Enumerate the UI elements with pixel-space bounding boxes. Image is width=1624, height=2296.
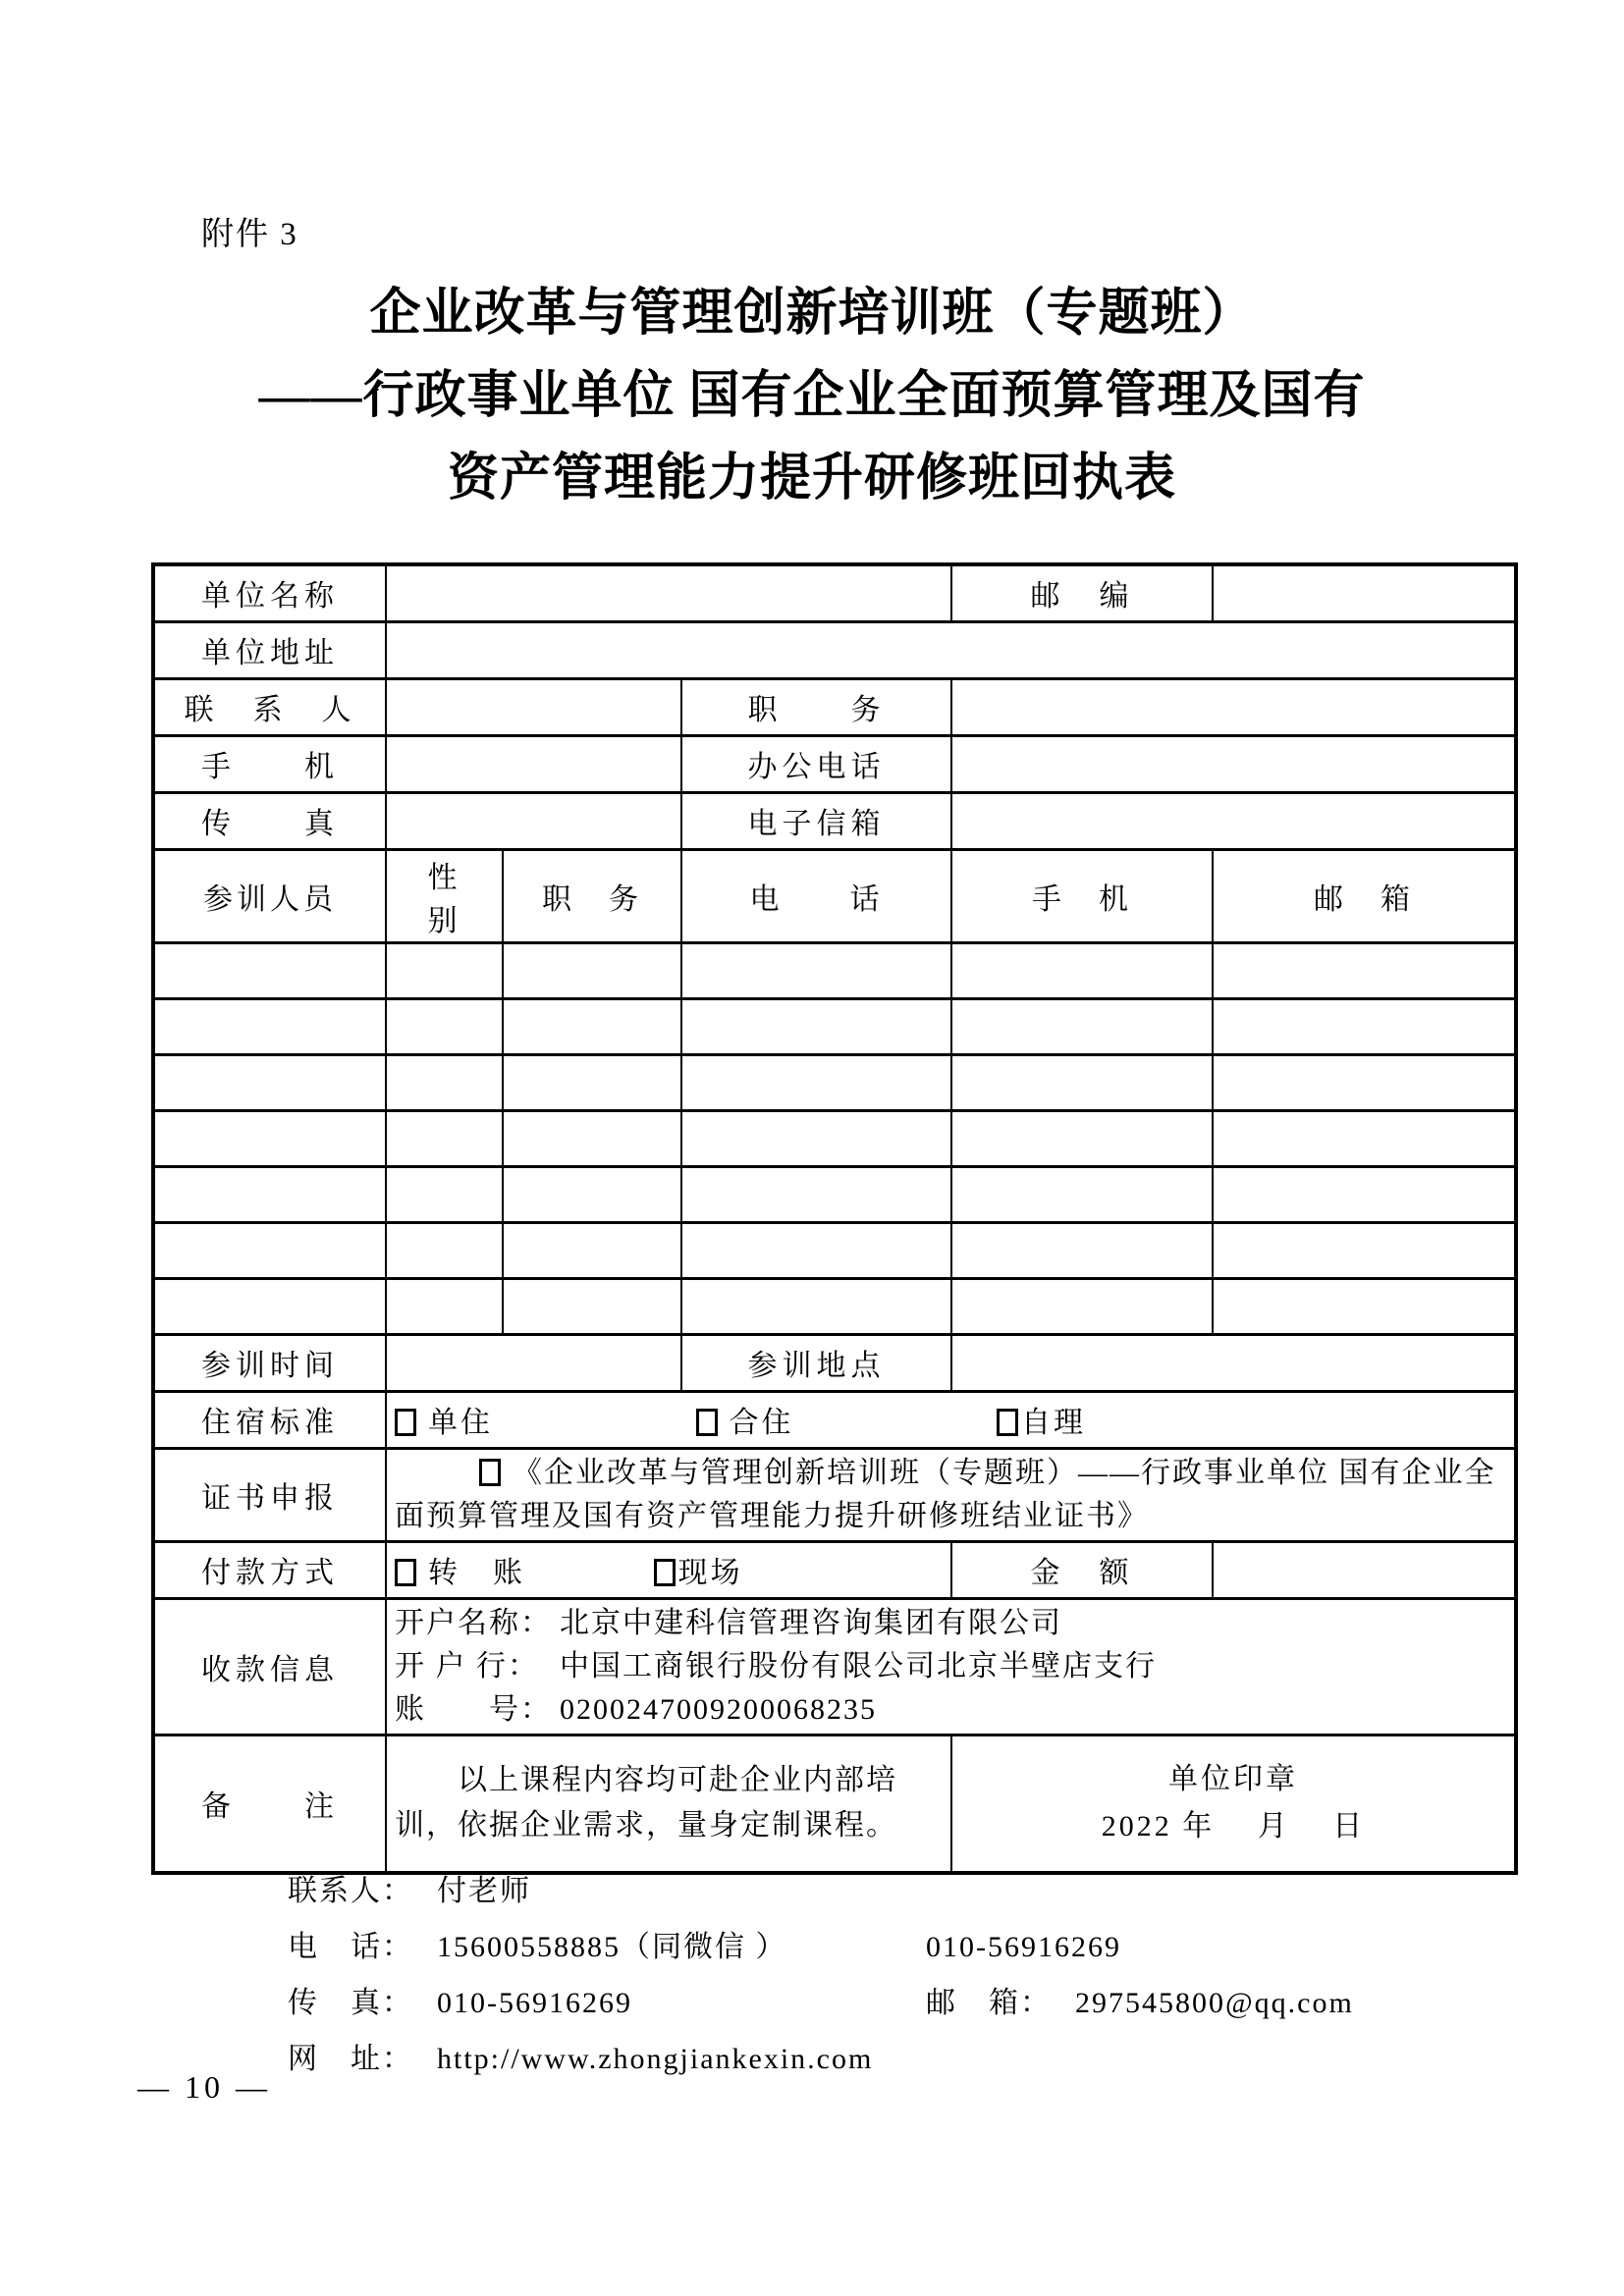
row-remark [153,1735,1516,1873]
footer-email-label: 邮 箱： [926,1987,1052,2019]
payee-bank-value: 中国工商银行股份有限公司北京半壁店支行 [560,1649,1157,1682]
participants-header-name: 参训人员 [153,849,386,942]
footer-website-value: http://www.zhongjiankexin.com [437,2043,874,2075]
checkbox-bank-transfer-icon[interactable] [395,1559,416,1586]
participant-cell[interactable] [951,1222,1213,1278]
participant-cell[interactable] [681,1278,951,1334]
option-shared-room [696,1407,794,1439]
contact-person-label: 联 系 人 [153,678,386,735]
participant-row [153,1054,1516,1110]
row-unit-name [153,564,1516,621]
title-line-2: ——行政事业单位 国有企业全面预算管理及国有 [258,368,1366,424]
participant-cell[interactable] [681,1222,951,1278]
certificate-option [395,1452,1506,1538]
remark-text: 以上课程内容均可赴企业内部培训，依据企业需求，量身定制课程。 [395,1764,897,1842]
footer-website-line [288,2031,1354,2087]
footer-contact-line [288,1863,1354,1919]
participant-cell[interactable] [1213,1222,1516,1278]
row-accommodation [153,1391,1516,1448]
seal-label: 单位印章 [1168,1763,1298,1796]
footer-phone-line [288,1919,1354,1975]
registration-form-table [151,562,1518,1875]
payee-info-cell [386,1598,1516,1735]
option-single-room-label: 单住 [428,1407,493,1439]
row-payee-info [153,1598,1516,1735]
payee-info-label: 收款信息 [153,1598,386,1735]
checkbox-on-site-icon[interactable] [654,1559,676,1586]
amount-field[interactable] [1213,1541,1516,1598]
seal-cell [951,1735,1516,1873]
participant-cell[interactable] [1213,1166,1516,1222]
participant-cell[interactable] [386,1166,503,1222]
participant-cell[interactable] [153,942,386,998]
email-label: 电子信箱 [681,792,951,849]
participants-header-email: 邮 箱 [1213,849,1516,942]
postal-code-field[interactable] [1213,564,1516,621]
participant-cell[interactable] [503,1166,681,1222]
payee-account-name-value: 北京中建科信管理咨询集团有限公司 [560,1606,1062,1639]
office-phone-label: 办公电话 [681,735,951,792]
participant-cell[interactable] [681,1166,951,1222]
participant-body [153,942,1516,1334]
participant-cell[interactable] [503,998,681,1054]
participant-cell[interactable] [503,1222,681,1278]
footer-phone-value: 15600558885（同微信 ） [437,1931,787,1963]
payee-account-number-line [395,1688,1506,1732]
participant-cell[interactable] [681,942,951,998]
position-field[interactable] [951,678,1516,735]
footer-contact-value: 付老师 [437,1875,531,1907]
remark-label: 备 注 [153,1735,386,1873]
option-single-room [395,1407,493,1439]
contact-person-field[interactable] [386,678,681,735]
title-line-1: 企业改革与管理创新培训班（专题班） [369,286,1255,342]
option-bank-transfer-label: 转 账 [428,1557,525,1589]
office-phone-field[interactable] [951,735,1516,792]
participant-cell[interactable] [1213,1054,1516,1110]
participant-cell[interactable] [681,998,951,1054]
option-self-arranged [997,1407,1086,1439]
accommodation-options [386,1391,1516,1448]
checkbox-self-arranged-icon[interactable] [997,1409,1018,1436]
participant-cell[interactable] [951,1054,1213,1110]
fax-label: 传 真 [153,792,386,849]
participant-row [153,1222,1516,1278]
position-label: 职 务 [681,678,951,735]
footer-website-label: 网 址： [288,2043,413,2075]
footer-phone-value-2: 010-56916269 [926,1931,1121,1963]
payee-account-name-label: 开户名称： [395,1606,552,1639]
training-place-field[interactable] [951,1334,1516,1391]
email-field[interactable] [951,792,1516,849]
participant-row [153,1166,1516,1222]
participant-cell[interactable] [153,1278,386,1334]
postal-code-label: 邮 编 [951,564,1213,621]
participant-cell[interactable] [951,1110,1213,1166]
unit-address-field[interactable] [386,621,1516,678]
row-contact [153,678,1516,735]
participants-header-row [153,849,1516,942]
seal-date: 2022 年 月 日 [1101,1810,1366,1843]
payment-method-label: 付款方式 [153,1541,386,1598]
footer-email-value: 297545800@qq.com [1075,1987,1354,2019]
option-on-site [654,1557,743,1589]
payment-options [386,1541,951,1598]
footer-fax-label: 传 真： [288,1987,413,2019]
certificate-cell [386,1448,1516,1541]
payee-account-number-value: 0200247009200068235 [560,1692,877,1726]
participant-cell[interactable] [951,942,1213,998]
attachment-label: 附件 3 [201,217,298,252]
payee-account-number-label: 账 号： [395,1692,552,1726]
certificate-label: 证书申报 [153,1448,386,1541]
participant-cell[interactable] [503,1054,681,1110]
option-on-site-label: 现场 [677,1557,743,1589]
option-shared-room-label: 合住 [729,1407,794,1439]
training-place-label: 参训地点 [681,1334,951,1391]
participant-cell[interactable] [153,1110,386,1166]
footer-fax-line [288,1975,1354,2031]
participant-cell[interactable] [153,1166,386,1222]
unit-name-field[interactable] [386,564,951,621]
page-title [0,273,1624,520]
participant-cell[interactable] [951,1278,1213,1334]
participant-cell[interactable] [386,1222,503,1278]
participant-cell[interactable] [681,1054,951,1110]
payee-bank-line [395,1645,1506,1688]
row-fax [153,792,1516,849]
participant-cell[interactable] [681,1110,951,1166]
checkbox-shared-room-icon[interactable] [696,1409,718,1436]
participants-header-phone: 电 话 [681,849,951,942]
participant-row [153,942,1516,998]
participant-cell[interactable] [503,1278,681,1334]
payee-bank-label: 开 户 行： [395,1649,539,1682]
participants-header-position: 职 务 [503,849,681,942]
participant-cell[interactable] [951,998,1213,1054]
participant-cell[interactable] [1213,1110,1516,1166]
participant-cell[interactable] [1213,1278,1516,1334]
title-line-3: 资产管理能力提升研修班回执表 [447,451,1176,507]
row-payment [153,1541,1516,1598]
participant-cell[interactable] [153,998,386,1054]
footer-phone-label: 电 话： [288,1931,413,1963]
training-time-label: 参训时间 [153,1334,386,1391]
participant-cell[interactable] [386,1110,503,1166]
checkbox-certificate-icon[interactable] [479,1459,501,1486]
participant-cell[interactable] [1213,942,1516,998]
accommodation-label: 住宿标准 [153,1391,386,1448]
participant-cell[interactable] [386,1054,503,1110]
participant-cell[interactable] [153,1054,386,1110]
mobile-label: 手 机 [153,735,386,792]
contact-footer [288,1863,1354,2087]
participant-cell[interactable] [153,1222,386,1278]
participant-cell[interactable] [1213,998,1516,1054]
certificate-text: 《企业改革与管理创新培训班（专题班）——行政事业单位 国有企业全面预算管理及国有资产管理能力提升研修班结业证书》 [395,1456,1496,1532]
amount-label: 金 额 [951,1541,1213,1598]
row-unit-address [153,621,1516,678]
fax-field[interactable] [386,792,681,849]
row-training-time [153,1334,1516,1391]
checkbox-single-room-icon[interactable] [395,1409,416,1436]
payee-account-name-line [395,1602,1506,1645]
option-bank-transfer [395,1557,525,1589]
footer-fax-value: 010-56916269 [437,1987,632,2019]
participant-cell[interactable] [386,998,503,1054]
participant-cell[interactable] [503,942,681,998]
row-certificate [153,1448,1516,1541]
unit-name-label: 单位名称 [153,564,386,621]
unit-address-label: 单位地址 [153,621,386,678]
participant-row [153,998,1516,1054]
page-number: — 10 — [137,2069,271,2105]
participants-header-gender: 性 别 [386,849,503,942]
remark-text-cell [386,1735,951,1873]
option-self-arranged-label: 自理 [1021,1407,1086,1439]
row-mobile [153,735,1516,792]
participant-cell[interactable] [503,1110,681,1166]
participant-cell[interactable] [951,1166,1213,1222]
participant-cell[interactable] [386,1278,503,1334]
participant-row [153,1110,1516,1166]
participant-row [153,1278,1516,1334]
footer-contact-label: 联系人： [288,1875,413,1907]
participants-header-mobile: 手 机 [951,849,1213,942]
training-time-field[interactable] [386,1334,681,1391]
mobile-field[interactable] [386,735,681,792]
participant-cell[interactable] [386,942,503,998]
